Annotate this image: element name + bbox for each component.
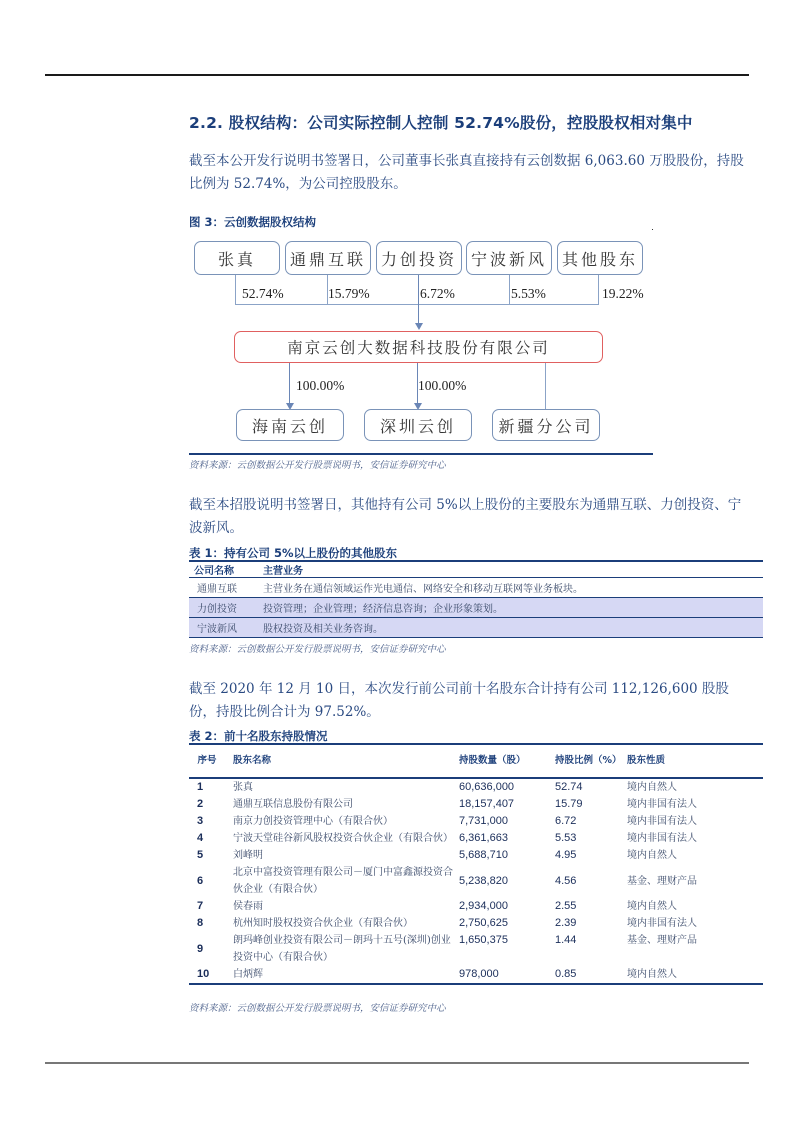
row-no: 8 <box>197 917 204 929</box>
shareholder-nature: 基金、理财产品 <box>627 935 697 946</box>
connector <box>289 363 290 405</box>
table-row <box>189 598 763 618</box>
share-ratio: 4.56 <box>555 874 577 887</box>
shares-held: 60,636,000 <box>459 781 515 793</box>
figure-source: 资料来源：云创数据公开发行股票说明书，安信证券研究中心 <box>189 460 446 471</box>
shareholder-box: 宁波新风 <box>466 241 552 275</box>
table-row <box>189 578 763 598</box>
shareholder-name: 张真 <box>233 782 253 793</box>
paragraph-top-ten: 截至 2020 年 12 月 10 日，本次发行前公司前十名股东合计持有公司 112,126,600 股股份，持股比例合计为 97.52%。 <box>189 681 729 720</box>
row-no: 3 <box>197 815 204 827</box>
table-row <box>189 618 763 638</box>
share-ratio: 2.39 <box>555 917 577 929</box>
row-no: 6 <box>197 874 204 887</box>
shareholder-nature: 基金、理财产品 <box>627 875 697 887</box>
business-cell: 主营业务在通信领域运作光电通信、网络安全和移动互联网等业务板块。 <box>255 578 763 598</box>
shareholder-name: 北京中富投资管理有限公司－厦门中富鑫源投资合伙企业（有限合伙） <box>233 867 453 895</box>
table-row <box>189 864 763 898</box>
row-no: 1 <box>197 781 204 793</box>
table-row <box>189 847 763 864</box>
share-ratio: 6.72 <box>555 815 577 827</box>
shareholder-nature: 境内自然人 <box>627 850 677 861</box>
company-name-cell: 力创投资 <box>189 598 255 618</box>
shareholder-name: 侯春雨 <box>233 901 263 912</box>
shareholder-box: 其他股东 <box>557 241 643 275</box>
column-header-ratio: 持股比例（%） <box>555 745 627 778</box>
share-ratio: 2.55 <box>555 900 577 912</box>
connector <box>598 275 599 305</box>
table1-source: 资料来源：云创数据公开发行股票说明书，安信证券研究中心 <box>189 644 446 655</box>
shares-held: 5,238,820 <box>459 874 508 887</box>
shareholder-nature: 境内自然人 <box>627 901 677 912</box>
shareholder-box: 通鼎互联 <box>285 241 371 275</box>
subsidiary-pct: 100.00% <box>418 378 467 393</box>
company-box: 南京云创大数据科技股份有限公司 <box>234 331 603 363</box>
shareholder-name: 南京力创投资管理中心（有限合伙） <box>233 816 393 827</box>
share-ratio: 4.95 <box>555 849 577 861</box>
table-row <box>189 932 763 966</box>
share-pct: 52.74% <box>242 286 284 301</box>
subsidiary-box: 新疆分公司 <box>492 409 600 441</box>
paragraph-controlling-shareholder: 截至本公开发行说明书签署日，公司董事长张真直接持有云创数据 6,063.60 万股股份，持股比例为 52.74%，为公司控股股东。 <box>189 153 744 192</box>
table2-title: 表 2：前十名股东持股情况 <box>189 729 328 743</box>
row-no: 2 <box>197 798 204 810</box>
shareholder-name: 宁波天堂硅谷新风股权投资合伙企业（有限合伙） <box>233 833 453 844</box>
footer-rule <box>45 1062 749 1064</box>
share-pct: 19.22% <box>602 286 644 301</box>
share-ratio: 5.53 <box>555 832 577 844</box>
shareholder-name: 朗玛峰创业投资有限公司－朗玛十五号(深圳)创业投资中心（有限合伙） <box>233 935 451 963</box>
table-row <box>189 813 763 830</box>
table-row <box>189 898 763 915</box>
business-cell: 投资管理；企业管理；经济信息咨询；企业形象策划。 <box>255 598 763 618</box>
shareholder-nature: 境内自然人 <box>627 782 677 793</box>
shares-held: 2,934,000 <box>459 900 508 912</box>
table-row <box>189 915 763 932</box>
paragraph-major-shareholders: 截至本招股说明书签署日，其他持有公司 5%以上股份的主要股东为通鼎互联、力创投资、宁波新风。 <box>189 497 742 536</box>
table2-source: 资料来源：云创数据公开发行股票说明书，安信证券研究中心 <box>189 1003 446 1014</box>
section-heading: 2.2. 股权结构：公司实际控制人控制 52.74%股份，控股股权相对集中 <box>189 114 693 132</box>
shareholder-nature: 境内非国有法人 <box>627 833 697 844</box>
shares-held: 5,688,710 <box>459 849 508 861</box>
stray-dot <box>652 229 653 230</box>
shareholder-nature: 境内非国有法人 <box>627 918 697 929</box>
shares-held: 2,750,625 <box>459 917 508 929</box>
subsidiary-box: 海南云创 <box>236 409 344 441</box>
table1-shareholders <box>189 561 763 638</box>
shares-held: 6,361,663 <box>459 832 508 844</box>
connector <box>235 304 599 305</box>
table-row <box>189 966 763 984</box>
company-name-cell: 通鼎互联 <box>189 578 255 598</box>
share-ratio: 1.44 <box>555 934 577 946</box>
share-ratio: 52.74 <box>555 781 583 793</box>
share-ratio: 0.85 <box>555 966 627 984</box>
row-no: 7 <box>197 900 204 912</box>
column-header: 公司名称 <box>189 561 255 578</box>
header-rule <box>45 74 749 76</box>
shareholder-box: 力创投资 <box>376 241 462 275</box>
shareholder-nature: 境内自然人 <box>627 966 763 984</box>
column-header: 主营业务 <box>255 561 763 578</box>
table-row <box>189 778 763 796</box>
subsidiary-box: 深圳云创 <box>364 409 472 441</box>
column-header-name: 股东名称 <box>225 745 459 778</box>
shareholder-nature: 境内非国有法人 <box>627 799 697 810</box>
shareholder-name: 杭州知时股权投资合伙企业（有限合伙） <box>233 918 413 929</box>
table1-title: 表 1：持有公司 5%以上股份的其他股东 <box>189 546 398 560</box>
shareholder-name: 通鼎互联信息股份有限公司 <box>233 799 353 810</box>
shares-held: 978,000 <box>459 966 555 984</box>
shareholder-name: 刘峰明 <box>233 850 263 861</box>
shares-held: 7,731,000 <box>459 815 508 827</box>
subsidiary-pct: 100.00% <box>296 378 345 393</box>
table2-top-ten-shareholders <box>189 745 763 985</box>
share-pct: 6.72% <box>420 286 455 301</box>
company-name-cell: 宁波新风 <box>189 618 255 638</box>
row-no: 5 <box>197 849 204 861</box>
shareholder-nature: 境内非国有法人 <box>627 816 697 827</box>
column-header-shares: 持股数量（股） <box>459 745 555 778</box>
column-header-no: 序号 <box>189 745 225 778</box>
business-cell: 股权投资及相关业务咨询。 <box>255 618 763 638</box>
arrow-down-icon <box>415 323 423 330</box>
row-no: 4 <box>197 832 204 844</box>
table-row <box>189 830 763 847</box>
figure-bottom-rule <box>189 453 653 455</box>
share-ratio: 15.79 <box>555 798 583 810</box>
column-header-nature: 股东性质 <box>627 745 763 778</box>
shares-held: 1,650,375 <box>459 934 508 946</box>
share-pct: 15.79% <box>328 286 370 301</box>
shareholder-box: 张真 <box>194 241 280 275</box>
connector <box>235 275 236 305</box>
shareholder-name: 白炳辉 <box>225 966 459 984</box>
row-no: 10 <box>189 966 225 984</box>
connector <box>545 363 546 409</box>
table-row <box>189 796 763 813</box>
share-pct: 5.53% <box>511 286 546 301</box>
row-no: 9 <box>197 942 204 955</box>
figure-title: 图 3：云创数据股权结构 <box>189 215 317 229</box>
shares-held: 18,157,407 <box>459 798 515 810</box>
